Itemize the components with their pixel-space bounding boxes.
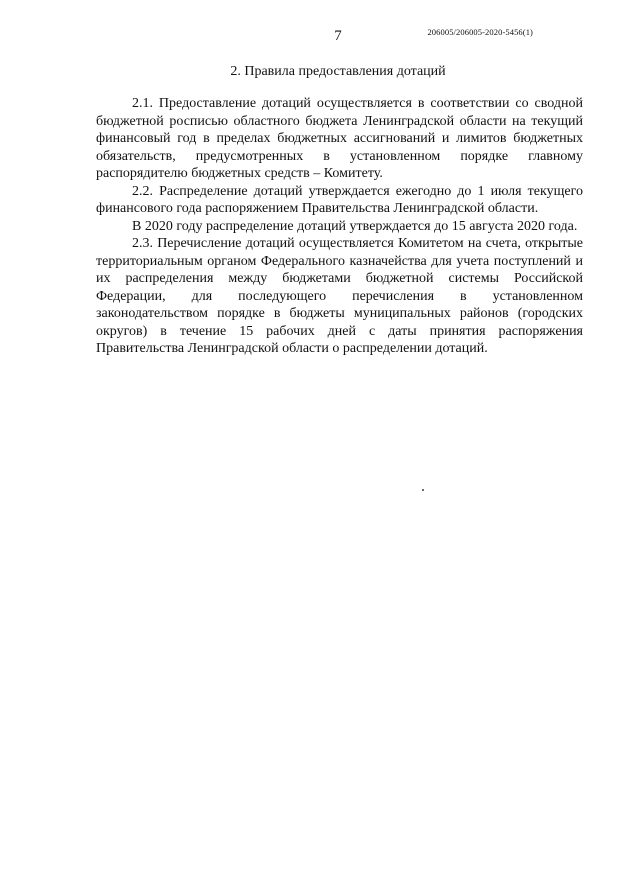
paragraph-2-3: 2.3. Перечисление дотаций осуществляется Комитетом на счета, открытые территориальным органом Федерального казначейства для учета поступлений и их распределения между бюджетами бюджетной системы Российской Федерации, для последующего перечисления в установленном законодательством порядке в бюджеты муниципальных районов (городских округов) в течение 15 рабочих дней с даты принятия распоряжения Правительства Ленинградской области о распределении дотаций. bbox=[96, 236, 583, 356]
page-number: 7 bbox=[334, 28, 342, 44]
paragraph-2020-note: В 2020 году распределение дотаций утверждается до 15 августа 2020 года. bbox=[132, 218, 578, 234]
paragraph-2-1: 2.1. Предоставление дотаций осуществляется в соответствии со сводной бюджетной росписью областного бюджета Ленинградской области на текущий финансовый год в пределах бюджетных ассигнований и лимитов бюджетных обязательств, предусмотренных в установленном порядке главному распорядителю бюджетных средств – Комитету. bbox=[96, 96, 583, 181]
section-heading: 2. Правила предоставления дотаций bbox=[230, 64, 446, 79]
document-code: 206005/206005-2020-5456(1) bbox=[427, 27, 533, 37]
scan-speck bbox=[422, 489, 424, 491]
section-body bbox=[96, 95, 583, 358]
paragraph-2-2: 2.2. Распределение дотаций утверждается ежегодно до 1 июля текущего финансового года распоряжением Правительства Ленинградской области. bbox=[96, 183, 583, 216]
